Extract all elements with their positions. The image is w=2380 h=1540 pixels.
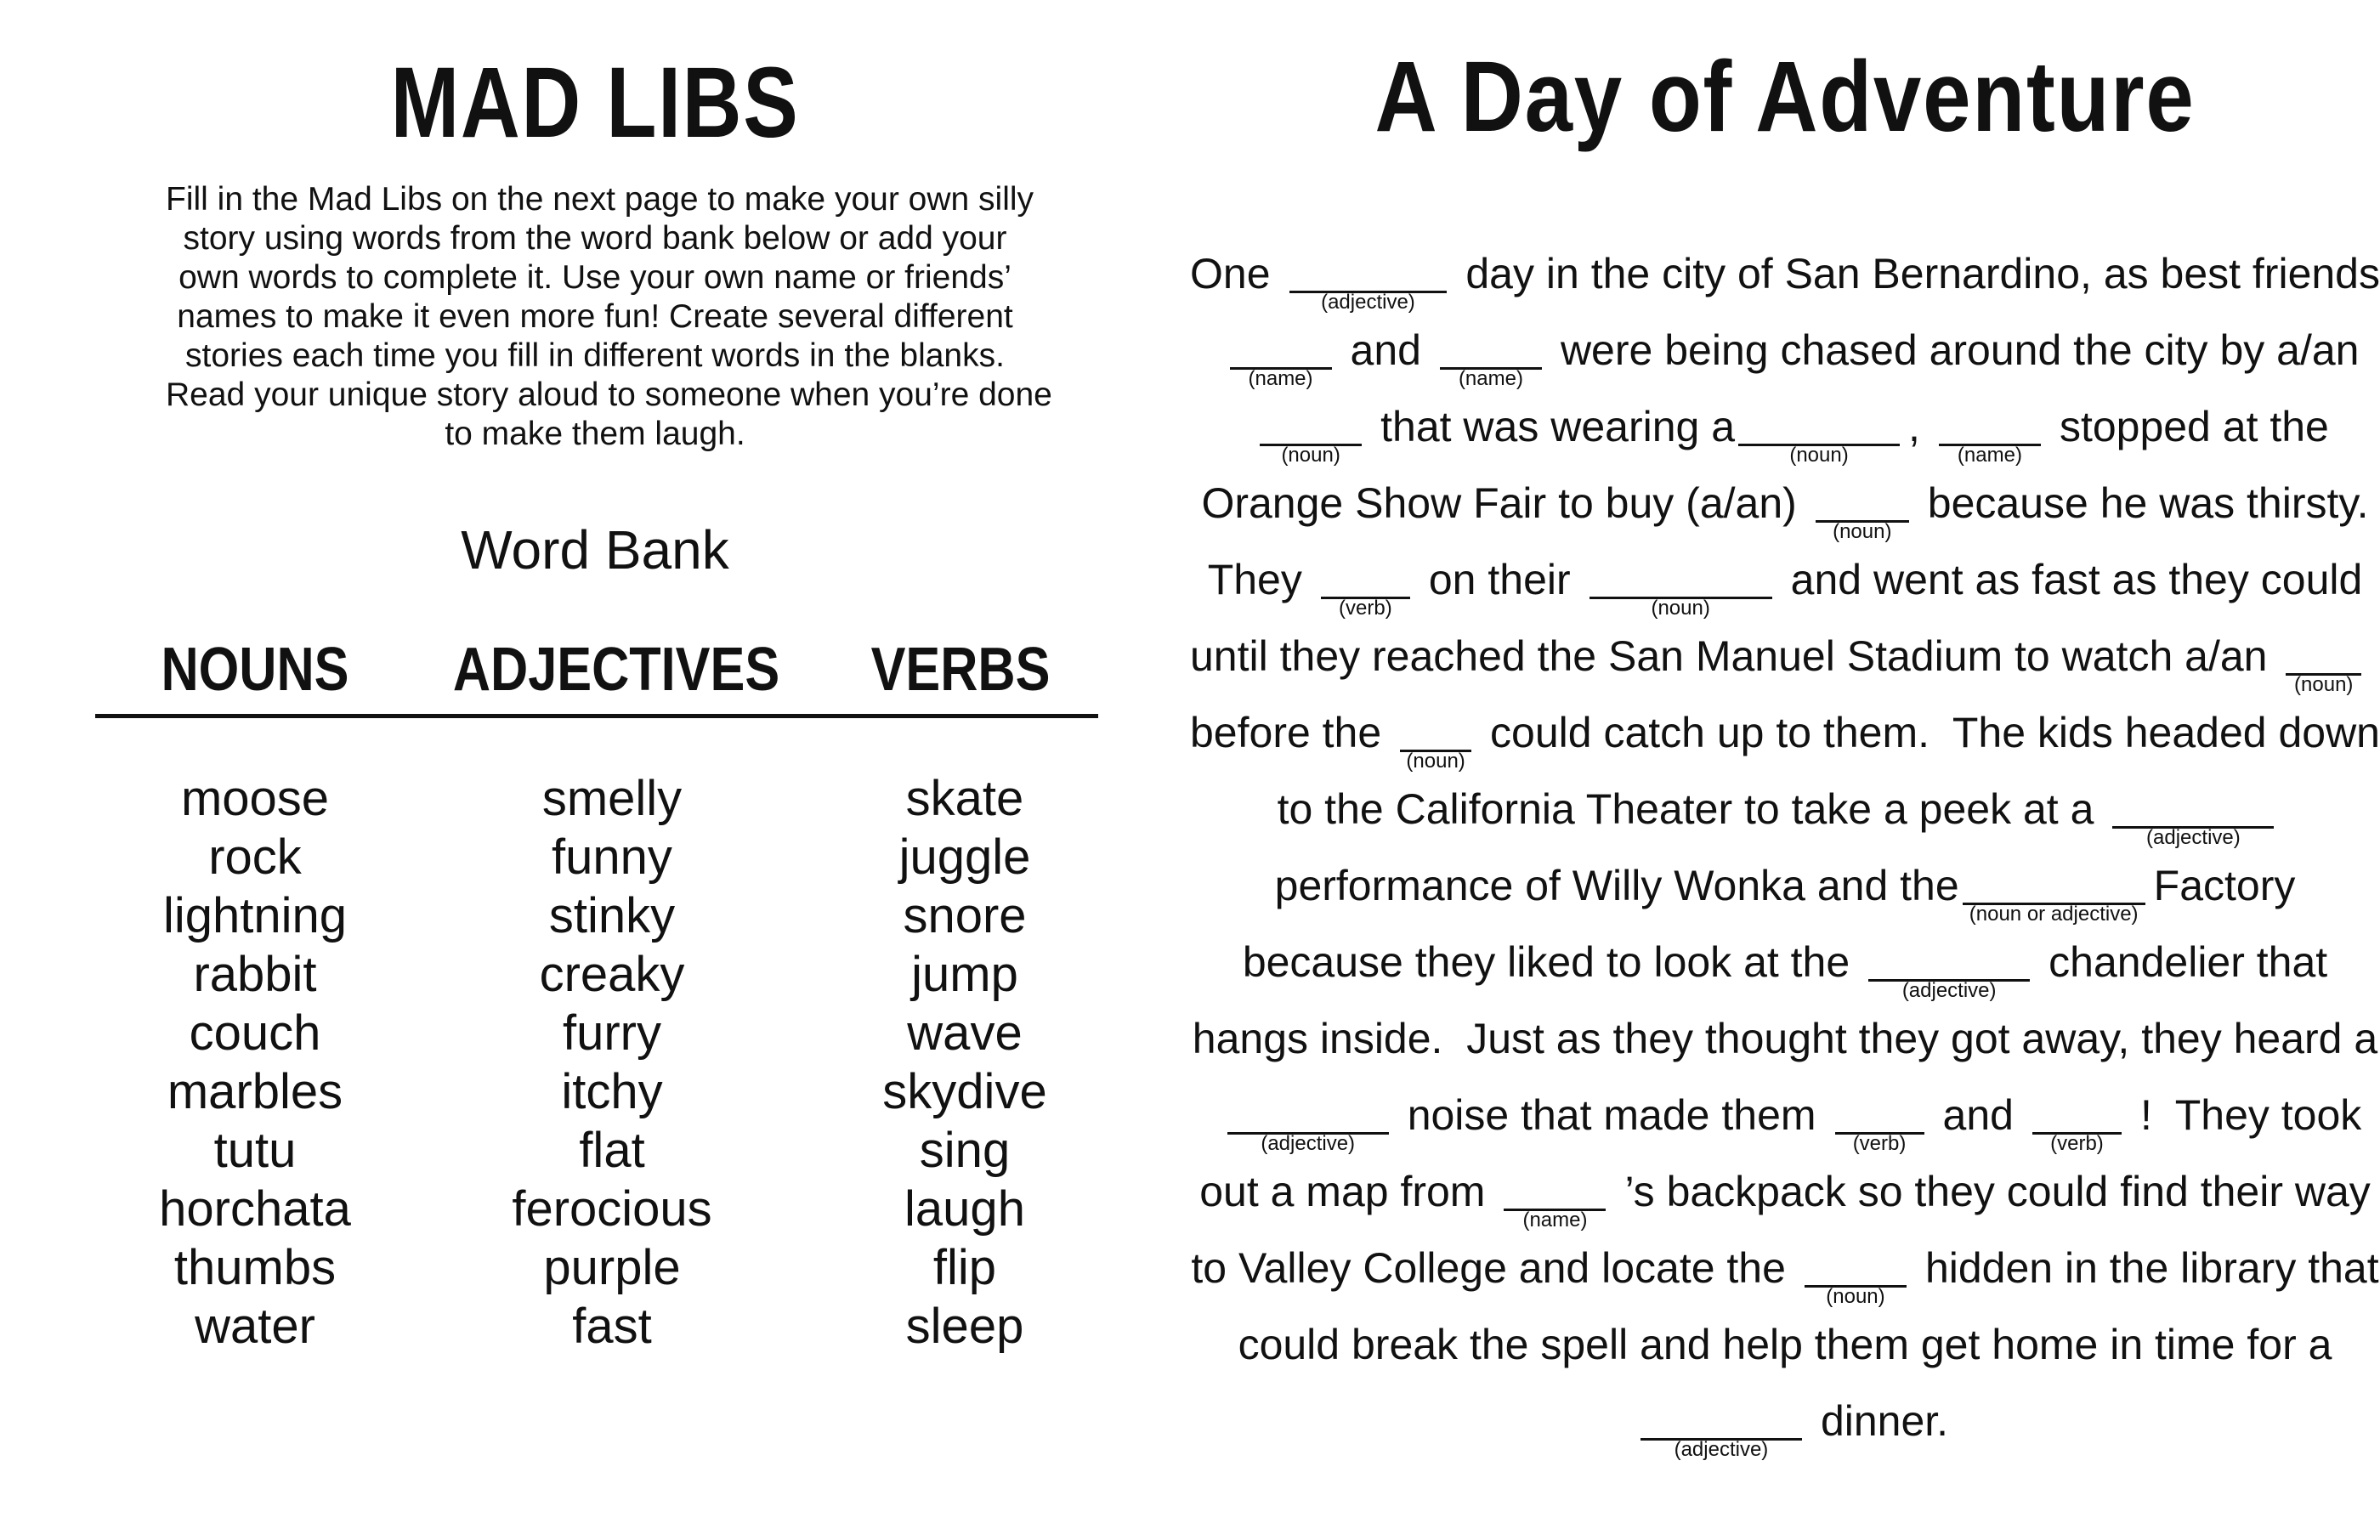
story-text: could catch up to them. The kids headed down [1490, 709, 2380, 756]
blank-hint: (noun) [1833, 520, 1892, 543]
blank-hint: (name) [1957, 444, 2022, 467]
adjective-word: itchy [561, 1064, 663, 1119]
verb-word: flip [932, 1240, 997, 1295]
story-text: out a map from [1199, 1168, 1486, 1215]
story-text: on their [1428, 556, 1571, 603]
story-text: and went as fast as they could [1790, 556, 2363, 603]
verb-word: skydive [882, 1064, 1047, 1119]
adjective-word: stinky [548, 888, 676, 943]
story-line [1190, 476, 2380, 545]
story-text: chandelier that [2048, 938, 2328, 986]
blank-adjective[interactable] [1289, 246, 1448, 315]
adjective-word: furry [563, 1005, 661, 1061]
blank-hint: (adjective) [2146, 826, 2241, 849]
blank-hint: (noun) [2294, 673, 2354, 696]
story-text: They [1207, 556, 1302, 603]
story-line [1190, 1088, 2380, 1157]
story-text: were being chased around the city by a/an [1560, 326, 2360, 374]
blank-hint: (adjective) [1901, 979, 1997, 1002]
blank-underline[interactable] [1289, 246, 1448, 293]
verb-word: snore [903, 888, 1027, 943]
story-line [1190, 1317, 2380, 1372]
instructions [166, 180, 1052, 454]
blank-noun[interactable] [2286, 629, 2361, 698]
mad-libs-title: MAD LIBS [390, 47, 800, 159]
blank-underline[interactable] [1504, 1164, 1606, 1211]
blank-hint: (adjective) [1321, 291, 1415, 314]
verb-word: sing [919, 1123, 1011, 1178]
blank-hint: (noun) [1789, 444, 1849, 467]
story-text: stopped at the [2059, 403, 2329, 450]
noun-word: horchata [159, 1181, 351, 1237]
verb-word: laugh [904, 1181, 1025, 1237]
instructions-line: stories each time you fill in different words in the blanks. [185, 337, 1005, 374]
story-line [1190, 858, 2380, 927]
verb-word: skate [905, 771, 1024, 826]
blank-underline[interactable] [1590, 552, 1772, 599]
blank-noun-or-adjective[interactable] [1963, 858, 2145, 927]
blank-name[interactable] [1440, 323, 1542, 392]
blank-hint: (adjective) [1674, 1438, 1769, 1461]
noun-word: rabbit [193, 947, 317, 1002]
word-bank-divider [95, 714, 1098, 718]
blank-name[interactable] [1230, 323, 1332, 392]
adjective-word: fast [572, 1299, 652, 1354]
story-text: dinner. [1820, 1397, 1949, 1445]
story-text: because he was thirsty. [1927, 479, 2369, 527]
verb-word: sleep [905, 1299, 1024, 1354]
verb-word: jump [911, 947, 1018, 1002]
noun-word: lightning [162, 888, 348, 943]
story-text: One [1190, 250, 1271, 297]
noun-word: marbles [167, 1064, 343, 1119]
adjective-word: flat [579, 1123, 645, 1178]
instructions-line: own words to complete it. Use your own name or friends’ [178, 259, 1012, 296]
blank-underline[interactable] [1738, 399, 1900, 446]
instructions-line: Read your unique story aloud to someone when you’re done [166, 377, 1052, 413]
story-line [1190, 399, 2380, 468]
story-text: , [1908, 403, 1920, 450]
blank-name[interactable] [1939, 399, 2041, 468]
blank-verb[interactable] [1321, 552, 1410, 621]
blank-adjective[interactable] [2112, 782, 2274, 851]
story-text: until they reached the San Manuel Stadium to watch a/an [1190, 632, 2268, 680]
story-text: day in the city of San Bernardino, as best friends [1465, 250, 2380, 297]
blank-underline[interactable] [1939, 399, 2041, 446]
blank-noun[interactable] [1738, 399, 1900, 468]
story-line [1190, 1011, 2380, 1066]
story-text: Orange Show Fair to buy (a/an) [1201, 479, 1797, 527]
blank-underline[interactable] [1805, 1241, 1907, 1288]
blank-hint: (noun) [1826, 1285, 1885, 1308]
story-line [1190, 705, 2380, 774]
nouns-list [110, 769, 400, 1356]
story-text: before the [1190, 709, 1382, 756]
blank-hint: (noun) [1281, 444, 1340, 467]
blank-underline[interactable] [2032, 1088, 2122, 1135]
story-title: A Day of Adventure [1374, 41, 2196, 153]
blank-hint: (name) [1458, 367, 1523, 390]
blank-underline[interactable] [1868, 935, 2030, 982]
blank-underline[interactable] [2112, 782, 2274, 829]
story-line [1190, 1241, 2380, 1310]
story-line [1190, 629, 2380, 698]
story-text: hidden in the library that [1924, 1244, 2379, 1292]
blank-hint: (verb) [1852, 1132, 1907, 1155]
blank-underline[interactable] [2286, 629, 2361, 676]
blank-hint: (adjective) [1261, 1132, 1356, 1155]
right-page [1190, 0, 2380, 1540]
adjective-word: creaky [539, 947, 685, 1002]
blank-hint: (noun) [1651, 597, 1710, 620]
story-text: and [1350, 326, 1421, 374]
blank-underline[interactable] [1227, 1088, 1389, 1135]
blank-adjective[interactable] [1227, 1088, 1389, 1157]
blank-underline[interactable] [1835, 1088, 1924, 1135]
noun-word: couch [189, 1005, 321, 1061]
blank-underline[interactable] [1400, 705, 1471, 752]
story-text: could break the spell and help them get home in time for a [1238, 1321, 2332, 1368]
story-line [1190, 552, 2380, 621]
blank-hint: (name) [1522, 1209, 1588, 1231]
instructions-line: story using words from the word bank below or add your [183, 220, 1007, 257]
verb-word: wave [907, 1005, 1023, 1061]
blank-hint: (noun or adjective) [1969, 903, 2139, 926]
blank-noun[interactable] [1400, 705, 1471, 774]
noun-word: thumbs [173, 1240, 337, 1295]
blank-name[interactable] [1504, 1164, 1606, 1233]
instructions-line: names to make it even more fun! Create several different [177, 298, 1013, 335]
adjectives-list [463, 769, 761, 1356]
story-line [1190, 1164, 2380, 1233]
blank-noun[interactable] [1805, 1241, 1907, 1310]
story-text: and [1942, 1091, 2014, 1139]
verbs-header: VERBS [870, 636, 1051, 704]
blank-hint: (verb) [1339, 597, 1392, 620]
noun-word: water [195, 1299, 315, 1354]
story-text: hangs inside. Just as they thought they got away, they heard a [1192, 1015, 2378, 1062]
adjective-word: smelly [541, 771, 683, 826]
blank-verb[interactable] [1835, 1088, 1924, 1157]
verbs-list [850, 769, 1080, 1356]
blank-underline[interactable] [1321, 552, 1410, 599]
instructions-line: Fill in the Mad Libs on the next page to make your own silly [166, 181, 1034, 218]
blank-underline[interactable] [1963, 858, 2145, 905]
blank-hint: (name) [1248, 367, 1313, 390]
noun-word: rock [208, 829, 302, 885]
noun-word: moose [180, 771, 330, 826]
blank-hint: (noun) [1406, 750, 1465, 773]
adjective-word: funny [552, 829, 672, 885]
blank-noun[interactable] [1260, 399, 1362, 468]
story-line [1190, 246, 2380, 315]
blank-hint: (verb) [2050, 1132, 2104, 1155]
story-text: to Valley College and locate the [1191, 1244, 1786, 1292]
word-bank-title: Word Bank [461, 519, 729, 580]
adjectives-header: ADJECTIVES [452, 636, 780, 704]
blank-verb[interactable] [2032, 1088, 2122, 1157]
story-text: ’s backpack so they could find their way [1624, 1168, 2371, 1215]
story-line [1190, 782, 2380, 851]
story-line [1190, 323, 2380, 392]
story-text: ! They took [2139, 1091, 2362, 1139]
blank-underline[interactable] [1440, 323, 1542, 370]
blank-underline[interactable] [1640, 1394, 1802, 1441]
story-text: because they liked to look at the [1242, 938, 1850, 986]
story-text: noise that made them [1407, 1091, 1816, 1139]
instructions-line: to make them laugh. [445, 416, 745, 452]
blank-adjective[interactable] [1868, 935, 2030, 1004]
noun-word: tutu [213, 1123, 297, 1178]
blank-noun[interactable] [1816, 476, 1909, 545]
blank-underline[interactable] [1260, 399, 1362, 446]
blank-noun[interactable] [1590, 552, 1772, 621]
story-text: to the California Theater to take a peek at a [1277, 785, 2094, 833]
adjective-word: ferocious [512, 1181, 712, 1237]
blank-underline[interactable] [1816, 476, 1909, 523]
verb-word: juggle [898, 829, 1031, 885]
adjective-word: purple [543, 1240, 681, 1295]
blank-underline[interactable] [1230, 323, 1332, 370]
story-text: Factory [2153, 862, 2296, 909]
story-line [1190, 1394, 2380, 1463]
story-text: performance of Willy Wonka and the [1274, 862, 1959, 909]
story-text: that was wearing a [1380, 403, 1736, 450]
blank-adjective[interactable] [1640, 1394, 1802, 1463]
nouns-header: NOUNS [161, 636, 349, 704]
story-line [1190, 935, 2380, 1004]
